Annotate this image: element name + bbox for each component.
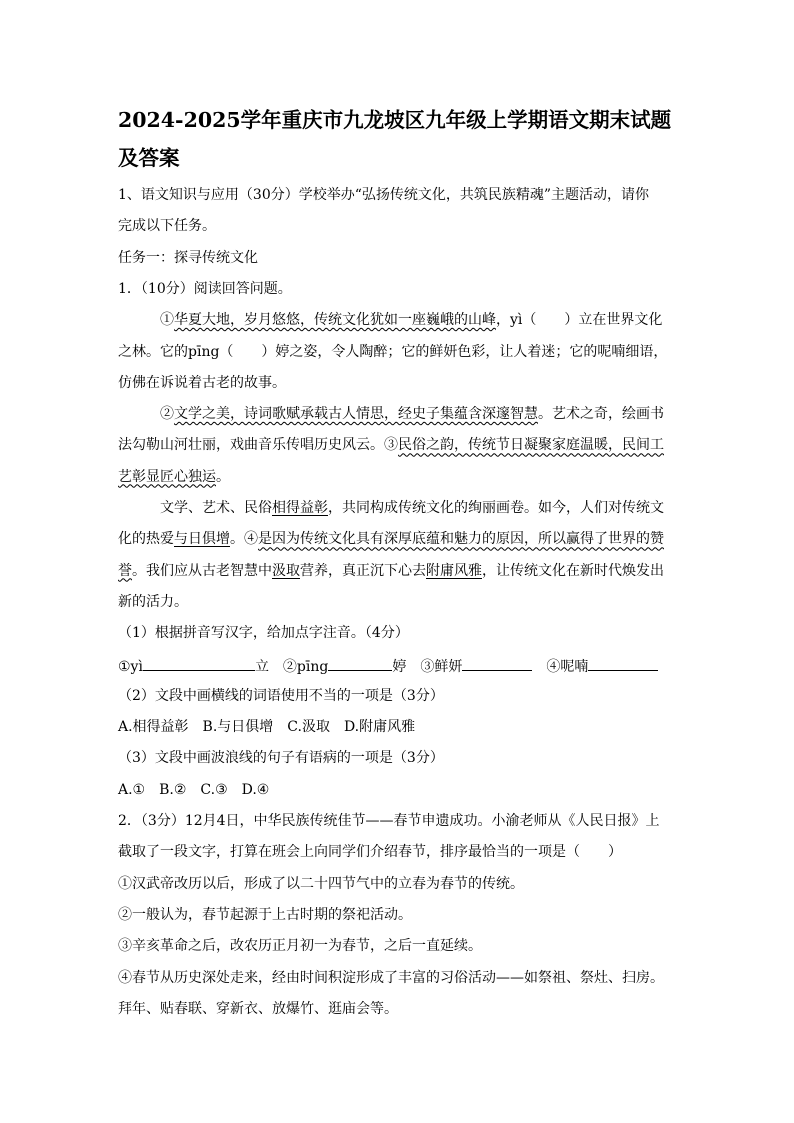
answer-blank[interactable] [328,656,392,671]
text-line [118,374,678,392]
text-segment: ④呢喃 [532,658,589,675]
text-segment: 。 [216,468,230,485]
text-line [118,624,678,642]
text-segment: 立 ②pīng [254,658,329,675]
text-line [118,687,678,705]
text-segment: ①yì [118,658,143,675]
underlined-phrase: 附庸风雅 [426,562,482,579]
answer-blank[interactable] [143,656,255,671]
text-segment: 营养，真正沉下心去 [300,562,426,579]
text-line [118,217,678,235]
text-segment: ② [160,406,174,423]
text-line [118,530,678,548]
text-segment: ③辛亥革命之后，改农历正月初一为春节，之后一直延续。 [118,938,482,955]
text-segment: （2）文段中画横线的词语使用不当的一项是（3分） [118,687,444,704]
text-line [118,280,678,298]
text-line [118,562,678,580]
text-segment: 之林。它的pīng（ ）婷之姿，令人陶醉；它的鲜妍色彩，让人着迷；它的呢喃细语， [118,343,668,360]
text-segment: （3）文段中画波浪线的句子有语病的一项是（3分） [118,750,444,767]
text-line [118,718,678,736]
text-line [118,436,678,454]
text-line [118,937,678,955]
document-title-line-2: 及答案 [118,146,180,170]
text-line [118,343,678,361]
text-segment: 任务一：探寻传统文化 [118,249,258,266]
answer-blank[interactable] [462,656,532,671]
text-line [118,499,720,517]
text-line [118,843,678,861]
text-line [118,906,678,924]
underlined-phrase: 相得益彰 [272,500,328,516]
text-segment: 2．（3分）12月4日，中华民族传统佳节——春节申遗成功。小渝老师从《人民日报》上 [118,813,660,829]
text-segment: ②一般认为，春节起源于上古时期的祭祀活动。 [118,906,412,923]
text-segment: ，让传统文化在新时代焕发出 [482,562,664,579]
underlined-phrase: 与日俱增 [174,531,230,548]
wavy-underlined-sentence: 华夏大地，岁月悠悠，传统文化犹如一座巍峨的山峰 [174,312,496,329]
text-line [118,781,678,799]
text-line [118,656,678,676]
text-segment: 法勾勒山河壮丽，戏曲音乐传唱历史风云。③ [118,437,398,454]
text-segment: 新的活力。 [118,593,188,610]
wavy-underlined-sentence: 文学之美，诗词歌赋承载古人情思，经史子集蕴含深邃智慧 [174,406,538,423]
text-line [118,875,678,893]
text-line [118,1000,678,1018]
document-title-line-1: 2024-2025学年重庆市九龙坡区九年级上学期语文期末试题 [118,108,672,132]
text-segment: 截取了一段文字，打算在班会上向同学们介绍春节，排序最恰当的一项是（ ） [118,844,622,861]
text-line [118,812,678,830]
wavy-underlined-sentence: 艺彰显匠心独运 [118,468,216,485]
underlined-phrase: 汲取 [272,562,300,579]
wavy-underlined-sentence: 誉 [118,562,132,579]
text-segment: ①汉武帝改历以后，形成了以二十四节气中的立春为春节的传统。 [118,875,524,892]
text-segment: A.① B.② C.③ D.④ [118,781,270,798]
text-line [118,468,678,486]
text-segment: ④春节从历史深处走来，经由时间积淀形成了丰富的习俗活动——如祭祖、祭灶、扫房。 [118,969,664,986]
text-segment: 。④ [230,531,258,548]
text-line [118,969,678,987]
text-line [118,593,678,611]
text-segment: ，yì（ ）立在世界文化 [496,312,663,329]
text-segment: 1．（10分）阅读回答问题。 [118,280,292,297]
wavy-underlined-sentence: 民俗之韵，传统节日凝聚家庭温暖，民间工 [398,437,664,454]
text-segment: （1）根据拼音写汉字，给加点字注音。（4分） [118,625,409,642]
text-line [118,186,678,204]
text-segment: 1、语文知识与应用（30分）学校举办“弘扬传统文化，共筑民族精魂”主题活动，请你 [118,187,650,203]
text-segment: A.相得益彰 B.与日俱增 C.汲取 D.附庸风雅 [118,719,416,736]
text-line [118,405,720,423]
text-segment: 。我们应从古老智慧中 [132,562,272,579]
text-segment: 完成以下任务。 [118,218,216,235]
text-segment: ，共同构成传统文化的绚丽画卷。如今，人们对传统文 [328,500,664,516]
wavy-underlined-sentence: 是因为传统文化具有深厚底蕴和魅力的原因，所以赢得了世界的赞 [258,531,664,548]
answer-blank[interactable] [588,656,658,671]
text-segment: 婷 ③鲜妍 [392,658,463,675]
text-segment: 仿佛在诉说着古老的故事。 [118,374,286,391]
text-segment: 。艺术之奇，绘画书 [538,406,664,423]
text-segment: 文学、艺术、民俗 [160,500,272,516]
text-line [118,249,678,267]
text-line [118,749,678,767]
text-line [118,311,720,329]
text-segment: 化的热爱 [118,531,174,548]
text-segment: ① [160,312,174,329]
text-segment: 拜年、贴春联、穿新衣、放爆竹、逛庙会等。 [118,1000,398,1017]
